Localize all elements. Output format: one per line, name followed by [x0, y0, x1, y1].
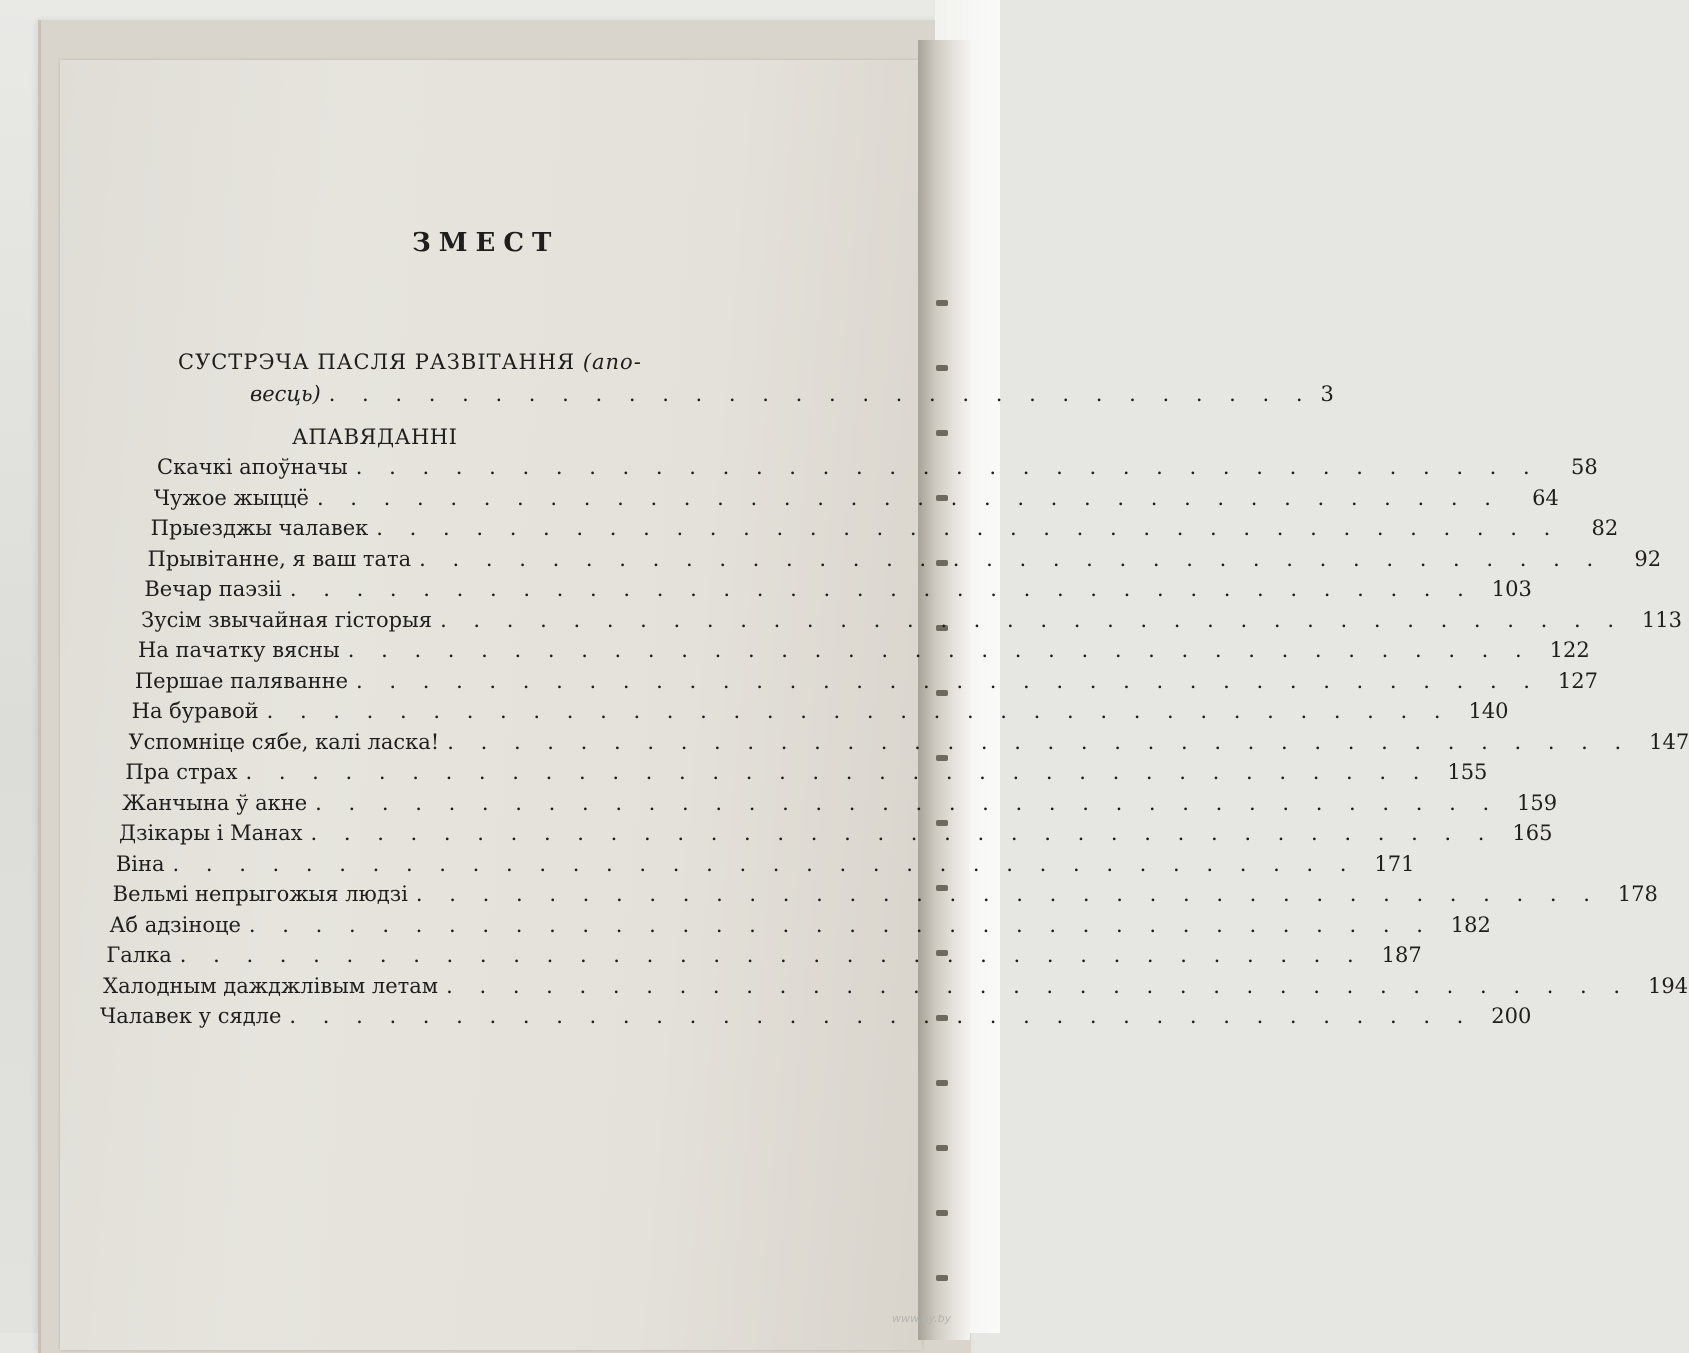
toc-entry: [144, 577, 1532, 601]
toc-entry-title: Віна: [115, 851, 165, 876]
toc-entry-title: Першае паляванне: [134, 668, 349, 693]
toc-entry-page: 122: [1549, 638, 1590, 662]
toc-entry-page: 147: [1649, 729, 1689, 754]
toc-entry-page: 103: [1491, 577, 1532, 601]
dot-leader: . . . . . . . . . . . . . . . . . . . . . . . . . . . . . . . . . . . .: [179, 943, 1364, 967]
toc-entry-title: На пачатку вясны: [138, 638, 340, 662]
toc-entry: [112, 882, 1658, 906]
contents-title: ЗМЕСТ: [412, 228, 560, 258]
toc-entry-page: 200: [1491, 1004, 1532, 1028]
toc-entry-title: Дзікары і Манах: [119, 821, 303, 845]
toc-entry: [141, 607, 1683, 632]
toc-entry: [128, 729, 1689, 754]
toc-entry-page: 159: [1517, 790, 1558, 815]
toc-entry-page: 92: [1634, 546, 1662, 571]
toc-entry: [157, 455, 1598, 479]
dot-leader: . . . . . . . . . . . . . . . . . . . . . . . . . . . . . . . . . . . .: [447, 729, 1632, 754]
dot-leader: . . . . . . . . . . . . . . . . . . . . . . . . . . . . . . . . . . . .: [245, 760, 1430, 784]
toc-entry-page: 64: [1532, 485, 1559, 510]
section-title: АПАВЯДАННІ: [292, 425, 458, 449]
toc-entry: [106, 943, 1422, 967]
toc-entry-page: 140: [1468, 699, 1509, 723]
toc-entry: [115, 851, 1415, 876]
toc-entry-title: Халодным дажджлівым летам: [103, 973, 439, 998]
toc-entry: [103, 973, 1689, 998]
toc-entry-page: 165: [1512, 821, 1553, 845]
novel-title-line: [178, 350, 642, 374]
dot-leader: . . . . . . . . . . . . . . . . . . . . . . . . . . . . . . . . . . . .: [446, 973, 1631, 998]
toc-entry-page: 187: [1381, 943, 1422, 967]
toc-entry-page: 171: [1374, 851, 1415, 876]
toc-entry-title: Скачкі апоўначы: [157, 455, 348, 479]
dot-leader: . . . . . . . . . . . . . . . . . . . . . . . . . . . . . . . . . . . .: [415, 882, 1600, 906]
dot-leader: . . . . . . . . . . . . . . . . . . . . . . . . . . . . . . . . . . . .: [310, 821, 1495, 845]
toc-entry-title: Зусім звычайная гісторыя: [141, 607, 433, 632]
dot-leader: . . . . . . . . . . . . . . . . . . . . . . . . . . . . . . . . . . . .: [440, 607, 1625, 632]
dot-leader: . . . . . . . . . . . . . . . . . . . . . . . . . . . . . . . . . . . .: [347, 638, 1532, 662]
toc-entry-title: Чалавек у сядле: [100, 1004, 282, 1028]
novel-subtitle-start: (апо-: [582, 350, 642, 374]
binding-stitch: [936, 1080, 948, 1086]
dot-leader: . . . . . . . . . . . . . . . . . . . . . . . . . . . . . . . . . . . .: [172, 851, 1357, 876]
binding-stitch: [936, 1210, 948, 1216]
dot-leader: . . . . . . . . . . . . . . . . . . . . . . . . . . . . . . . . . . . .: [419, 546, 1604, 571]
toc-entry-page: 155: [1447, 760, 1488, 784]
toc-entry-page: 178: [1617, 882, 1658, 906]
toc-entry-title: Пра страх: [125, 760, 238, 784]
toc-entry-title: Чужое жыццё: [153, 485, 309, 510]
toc-entry: [119, 821, 1553, 845]
toc-entry: [153, 485, 1559, 510]
toc-entry: [109, 912, 1491, 937]
dot-leader: . . . . . . . . . . . . . . . . . . . . . . . . . . . . . . . . . . . .: [289, 1004, 1474, 1028]
toc-entry: [138, 638, 1590, 662]
dot-leader: . . . . . . . . . . . . . . . . . . . . . . . . . . . . . .: [328, 382, 1313, 406]
toc-entry: [100, 1004, 1532, 1028]
toc-entry: [147, 546, 1662, 571]
binding-stitch: [936, 365, 948, 371]
novel-page-number: 3: [1320, 382, 1334, 406]
toc-entry-page: 194: [1647, 973, 1689, 998]
dot-leader: . . . . . . . . . . . . . . . . . . . . . . . . . . . . . . . . . . . .: [376, 516, 1561, 540]
toc-entry-page: 127: [1557, 668, 1598, 693]
toc-entry-page: 82: [1591, 516, 1619, 540]
dot-leader: . . . . . . . . . . . . . . . . . . . . . . . . . . . . . . . . . . . .: [355, 455, 1540, 479]
dot-leader: . . . . . . . . . . . . . . . . . . . . . . . . . . . . . . . . . . . .: [316, 485, 1501, 510]
toc-entry-title: Вельмі непрыгожыя людзі: [112, 882, 408, 906]
toc-entry-page: 182: [1450, 912, 1491, 937]
dot-leader: . . . . . . . . . . . . . . . . . . . . . . . . . . . . . . . . . . . .: [356, 668, 1540, 693]
toc-entry-title: На буравой: [131, 699, 259, 723]
toc-entry-page: 113: [1641, 607, 1683, 632]
toc-entry: [131, 699, 1509, 723]
dot-leader: . . . . . . . . . . . . . . . . . . . . . . . . . . . . . . . . . . . .: [266, 699, 1451, 723]
dot-leader: . . . . . . . . . . . . . . . . . . . . . . . . . . . . . . . . . . . .: [315, 790, 1500, 815]
toc-entry: [134, 668, 1598, 693]
toc-entry: [150, 516, 1619, 540]
toc-entry-title: Галка: [106, 943, 172, 967]
novel-subtitle-end: весць): [250, 382, 321, 406]
dot-leader: . . . . . . . . . . . . . . . . . . . . . . . . . . . . . . . . . . . .: [248, 912, 1433, 937]
toc-entry: [122, 790, 1558, 815]
toc-entry-title: Успомніце сябе, калі ласка!: [128, 729, 440, 754]
toc-entry-title: Прывітанне, я ваш тата: [147, 546, 412, 571]
toc-entry: [125, 760, 1488, 784]
binding-stitch: [936, 1145, 948, 1151]
binding-stitch: [936, 300, 948, 306]
toc-entry-page: 58: [1570, 455, 1598, 479]
watermark: www.ay.by: [892, 1312, 952, 1325]
toc-entry-title: Жанчына ў акне: [122, 790, 308, 815]
binding-stitch: [936, 1275, 948, 1281]
novel-page-line: [250, 382, 1334, 406]
binding-stitch: [936, 430, 948, 436]
toc-entry-title: Аб адзіноце: [109, 912, 241, 937]
toc-entry-title: Прыезджы чалавек: [150, 516, 369, 540]
dot-leader: . . . . . . . . . . . . . . . . . . . . . . . . . . . . . . . . . . . .: [289, 577, 1474, 601]
novel-title: СУСТРЭЧА ПАСЛЯ РАЗВІТАННЯ: [178, 350, 576, 374]
toc-entry-title: Вечар паэзіі: [144, 577, 282, 601]
